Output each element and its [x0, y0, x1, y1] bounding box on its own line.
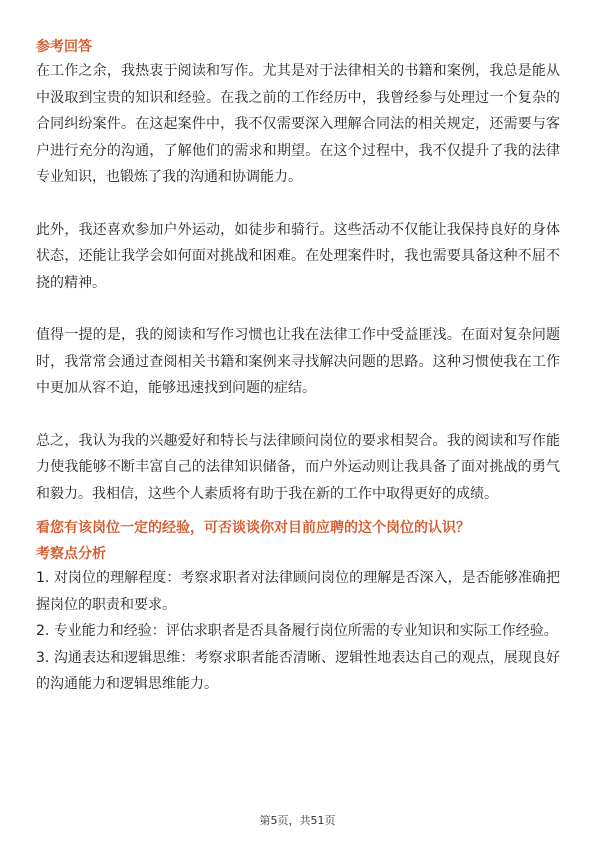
paragraph-spacer [36, 296, 560, 322]
analysis-item: 1. 对岗位的理解程度：考察求职者对法律顾问岗位的理解是否深入，是否能够准确把握岗位的职责和要求。 [36, 570, 560, 613]
answer-paragraph: 总之，我认为我的兴趣爱好和特长与法律顾问岗位的要求相契合。我的阅读和写作能力使我能够不断丰富自己的法律知识储备，而户外运动则让我具备了面对挑战的勇气和毅力。我相信，这些个人素质将有助于我在新的工作中取得更好的成绩。 [36, 432, 560, 502]
answer-paragraph: 值得一提的是，我的阅读和写作习惯也让我在法律工作中受益匪浅。在面对复杂问题时，我常常会通过查阅相关书籍和案例来寻找解决问题的思路。这种习惯使我在工作中更加从容不迫，能够迅速找到问题的症结。 [36, 327, 560, 396]
analysis-item: 3. 沟通表达和逻辑思维：考察求职者能否清晰、逻辑性地表达自己的观点，展现良好的沟通能力和逻辑思维能力。 [36, 649, 560, 692]
section-spacer [36, 507, 560, 517]
paragraph-spacer [36, 191, 560, 217]
answer-paragraph: 此外，我还喜欢参加户外运动，如徒步和骑行。这些活动不仅能让我保持良好的身体状态，还能让我学会如何面对挑战和困难。在处理案件时，我也需要具备这种不屈不挠的精神。 [36, 221, 560, 291]
analysis-item: 2. 专业能力和经验：评估求职者是否具备履行岗位所需的专业知识和实际工作经验。 [36, 623, 558, 639]
question-heading: 看您有该岗位一定的经验，可否谈谈你对目前应聘的这个岗位的认识？ [36, 520, 470, 536]
answer-paragraph: 在工作之余，我热衷于阅读和写作。尤其是对于法律相关的书籍和案例，我总是能从中汲取到宝贵的知识和经验。在我之前的工作经历中，我曾经参与处理过一个复杂的合同纠纷案件。在这起案件中，我不仅需要深入理解合同法的相关规定，还需要与客户进行充分的沟通，了解他们的需求和期望。在这个过程中，我不仅提升了我的法律专业知识，也锻炼了我的沟通和协调能力。 [36, 63, 560, 185]
paragraph-spacer [36, 402, 560, 428]
answer-heading: 参考回答 [36, 39, 92, 55]
page-number: 第5页，共51页 [259, 814, 336, 827]
page-content [36, 36, 560, 698]
analysis-heading: 考察点分析 [36, 546, 106, 562]
